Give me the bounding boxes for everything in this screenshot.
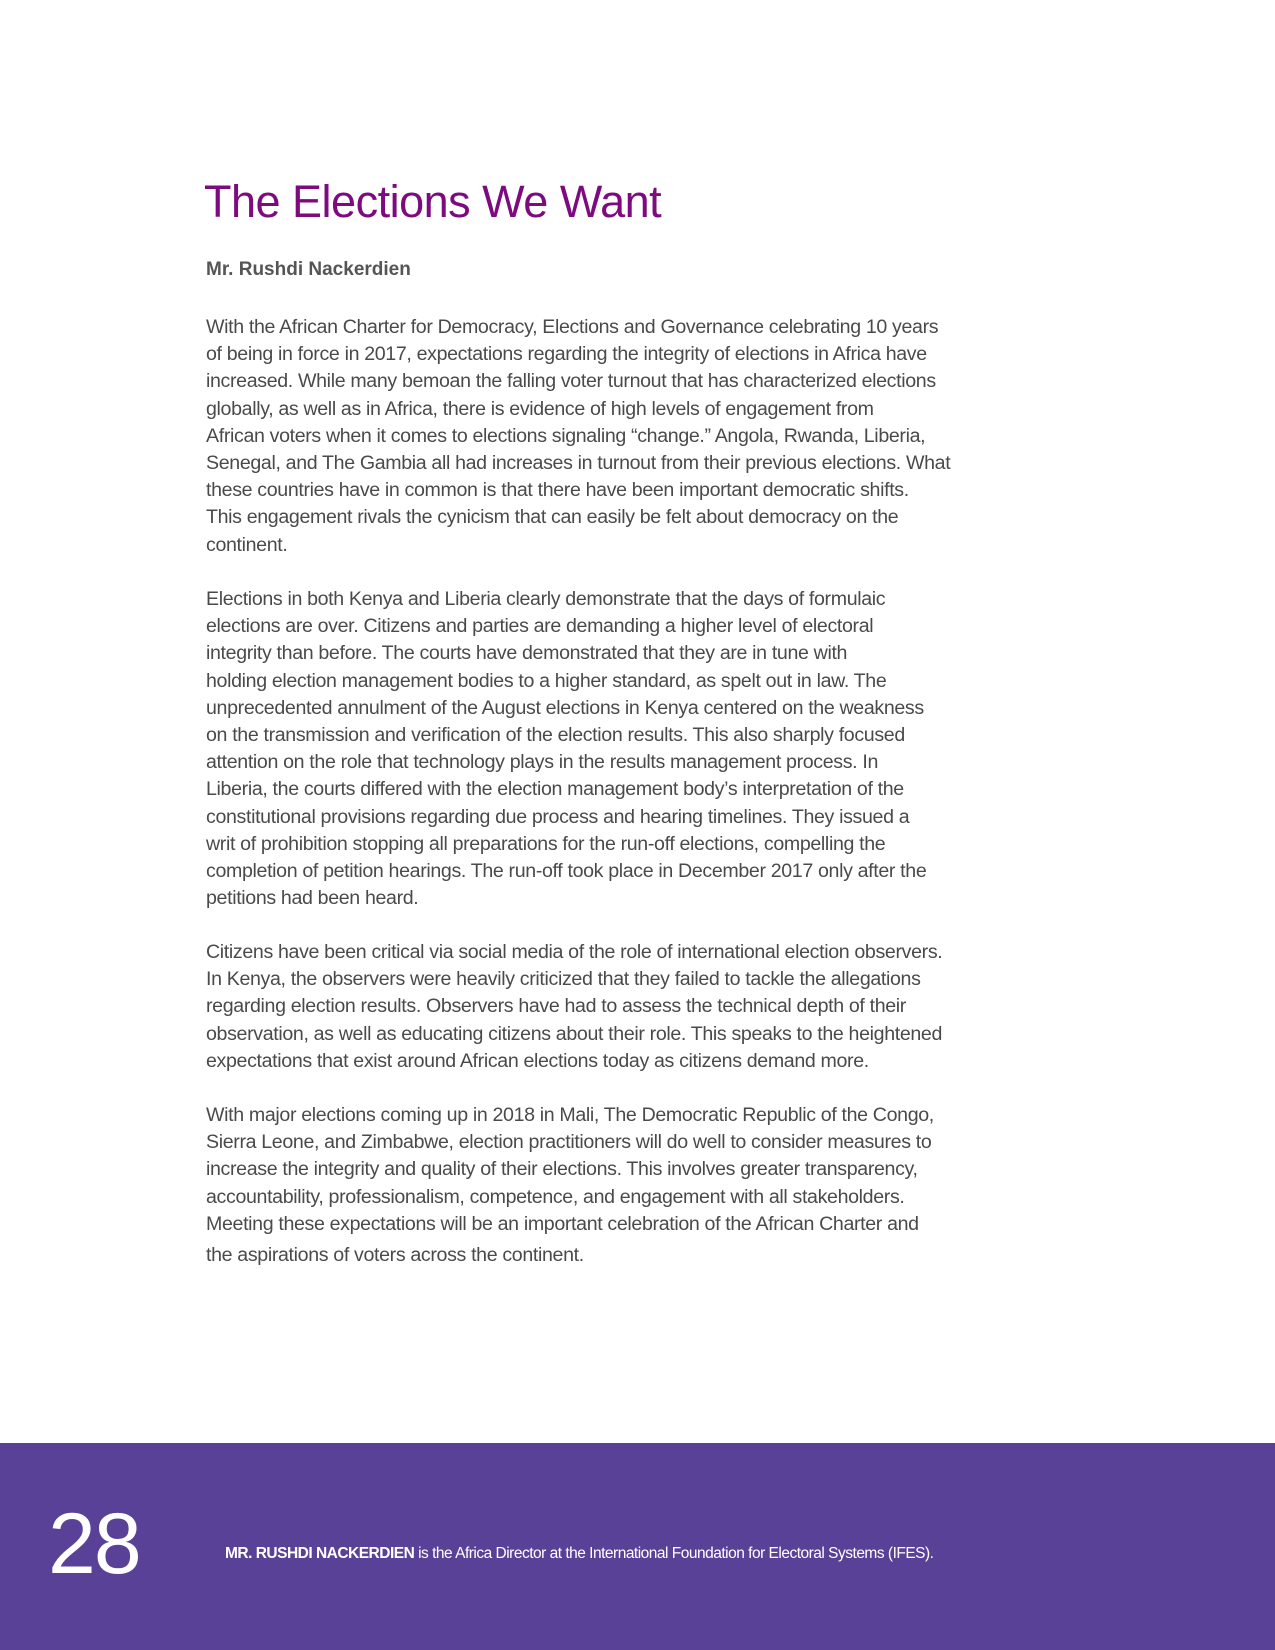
text-line: Meeting these expectations will be an important celebration of the African Charter and	[206, 1212, 919, 1235]
text-line: Liberia, the courts differed with the election management body’s interpretation of the	[206, 778, 904, 801]
text-line: With major elections coming up in 2018 in Mali, The Democratic Republic of the Congo,	[206, 1104, 934, 1126]
text-line: petitions had been heard.	[206, 887, 419, 910]
paragraph-2	[206, 586, 1066, 912]
text-line: completion of petition hearings. The run-off took place in December 2017 only after the	[206, 860, 927, 883]
text-line: globally, as well as in Africa, there is evidence of high levels of engagement from	[206, 397, 874, 420]
author-bio-name: MR. RUSHDI NACKERDIEN	[225, 1545, 415, 1562]
text-line: continent.	[206, 533, 288, 556]
author-bio-text: is the Africa Director at the International Foundation for Electoral Systems (IFES).	[414, 1545, 934, 1562]
text-line: Senegal, and The Gambia all had increases in turnout from their previous elections. What	[206, 452, 951, 475]
text-line: regarding election results. Observers have had to assess the technical depth of their	[206, 995, 906, 1018]
text-line: Elections in both Kenya and Liberia clearly demonstrate that the days of formulaic	[206, 588, 886, 610]
page-number: 28	[48, 1496, 140, 1592]
text-line: African voters when it comes to elections signaling “change.” Angola, Rwanda, Liberia,	[206, 424, 926, 447]
text-line: increase the integrity and quality of their elections. This involves greater transparency,	[206, 1158, 918, 1181]
text-line: holding election management bodies to a higher standard, as spelt out in law. The	[206, 669, 887, 692]
text-line: these countries have in common is that there have been important democratic shifts.	[206, 479, 909, 502]
text-line: increased. While many bemoan the falling voter turnout that has characterized elections	[206, 370, 936, 393]
text-line: attention on the role that technology plays in the results management process. In	[206, 751, 879, 774]
text-line: constitutional provisions regarding due process and hearing timelines. They issued a	[206, 805, 910, 828]
author-byline: Mr. Rushdi Nackerdien	[206, 259, 411, 280]
text-line: Citizens have been critical via social media of the role of international election observers.	[206, 941, 943, 963]
text-line: This engagement rivals the cynicism that can easily be felt about democracy on the	[206, 506, 899, 529]
text-line: With the African Charter for Democracy, Elections and Governance celebrating 10 years	[206, 316, 939, 338]
text-line: writ of prohibition stopping all preparations for the run-off elections, compelling the	[206, 832, 886, 855]
text-line: on the transmission and verification of the election results. This also sharply focused	[206, 724, 905, 747]
text-line: integrity than before. The courts have demonstrated that they are in tune with	[206, 642, 848, 665]
text-line: unprecedented annulment of the August elections in Kenya centered on the weakness	[206, 696, 924, 719]
text-line: observation, as well as educating citizens about their role. This speaks to the heightened	[206, 1022, 943, 1045]
paragraph-3	[206, 939, 1066, 1075]
text-line: accountability, professionalism, competence, and engagement with all stakeholders.	[206, 1185, 905, 1208]
paragraph-4	[206, 1102, 1066, 1269]
text-line: the aspirations of voters across the continent.	[206, 1244, 584, 1267]
text-line: of being in force in 2017, expectations regarding the integrity of elections in Africa have	[206, 343, 927, 366]
text-line: Sierra Leone, and Zimbabwe, election practitioners will do well to consider measures to	[206, 1131, 932, 1154]
text-line: In Kenya, the observers were heavily criticized that they failed to tackle the allegations	[206, 968, 921, 991]
article-title: The Elections We Want	[204, 176, 662, 227]
paragraph-1	[206, 314, 1066, 559]
author-bio	[225, 1545, 933, 1563]
text-line: elections are over. Citizens and parties are demanding a higher level of electoral	[206, 615, 874, 638]
text-line: expectations that exist around African elections today as citizens demand more.	[206, 1049, 869, 1072]
